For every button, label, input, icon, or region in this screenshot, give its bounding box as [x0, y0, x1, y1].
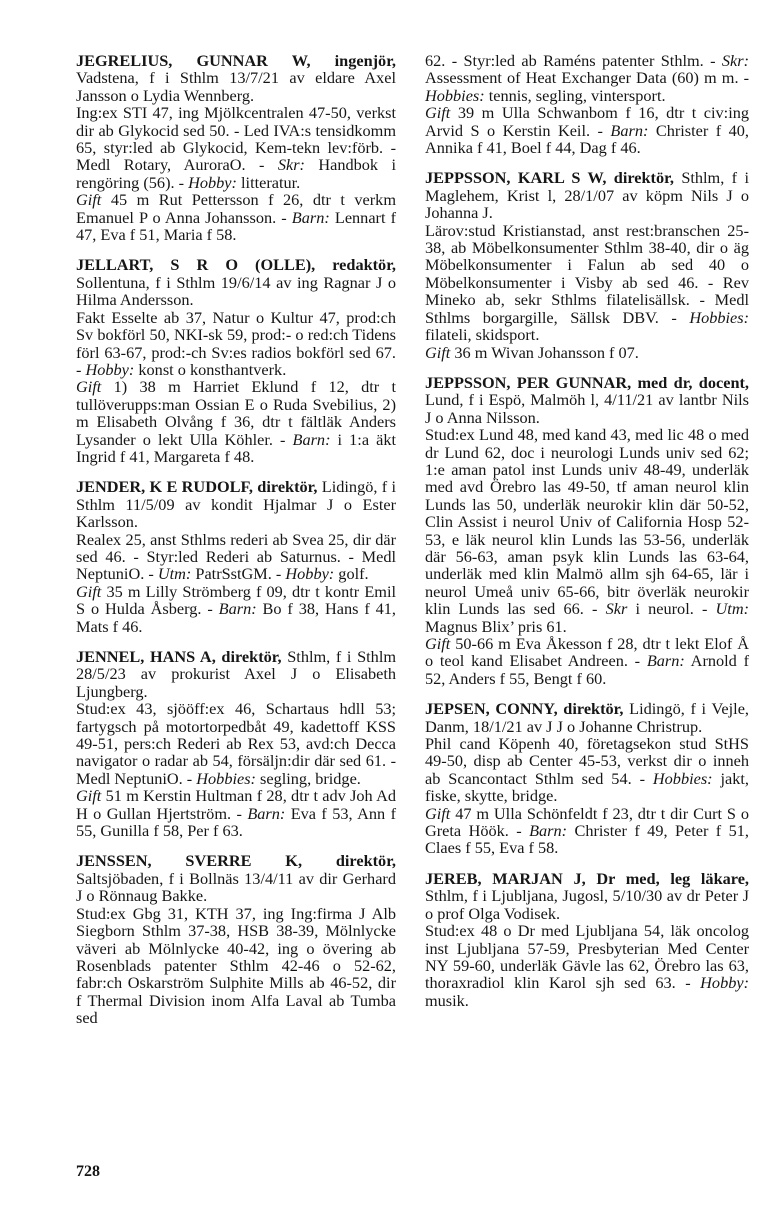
entry-text: PatrSstGM. -: [191, 564, 286, 584]
entry-text: 62. - Styr:led ab Raméns patenter Sthlm. -: [425, 51, 722, 70]
entry-text: Lennart f 47, Eva f 51, Maria f 58.: [76, 207, 397, 245]
entry-heading: JEPPSSON, PER GUNNAR, med dr, docent,: [425, 372, 749, 392]
entry-text: Realex 25, anst Sthlms rederi ab Svea 25, dir där sed 46. - Styr:led Rederi ab Saturnus. - Medl NeptuniO. -: [76, 529, 396, 584]
entry-paragraph: [425, 344, 749, 361]
field-label: Barn:: [292, 429, 331, 449]
entry-text: Stud:ex Gbg 31, KTH 37, ing Ing:firma J Alb Siegborn Sthlm 37-38, HSB 38-39, Mölnlycke väveri ab Mölnlycke 40-42, ing o övering ab Rosenblads patenter Sthlm 42-46 o 52-62, fabr:ch Oskarström Sulphite Mills ab 46-52, dir f Thermal Division inom Alfa Laval ab Tumba sed: [76, 903, 396, 1028]
entry-paragraph: [76, 52, 396, 104]
entry-text: filateli, skidsport.: [425, 325, 540, 345]
entry-text: Lund, f i Espö, Malmöh l, 4/11/21 av lantbr Nils J o Anna Nilsson.: [425, 390, 749, 427]
entry-text: Stud:ex 43, sjööff:ex 46, Schartaus hdll 53; fartygsch på motortorpedbåt 49, kadettoff KSS 49-51, pers:ch Rederi ab Rex 53, avd:ch Decca navigator o radar ab 54, försäljn:dir där sed 61. - Medl NeptuniO. -: [76, 699, 396, 788]
entry-paragraph: [76, 309, 396, 379]
entry-paragraph: [76, 478, 396, 530]
entry-text: Magnus Blix’ pris 61.: [425, 616, 567, 636]
entry-paragraph: [425, 700, 749, 735]
entry-text: Sollentuna, f i Sthlm 19/6/14 av ing Ragnar J o Hilma Andersson.: [76, 272, 396, 310]
entry-heading: JEREB, MARJAN J, Dr med, leg läkare,: [425, 868, 749, 888]
entry-heading: JEGRELIUS, GUNNAR W, ingenjör,: [76, 51, 396, 70]
biography-entry: [76, 648, 396, 839]
right-column: [425, 52, 749, 1022]
entry-paragraph: [425, 104, 749, 156]
left-column: [76, 52, 396, 1040]
field-label: Hobbies:: [689, 307, 749, 327]
biography-entry: [425, 700, 749, 857]
entry-text: golf.: [334, 564, 369, 584]
entry-paragraph: [76, 104, 396, 191]
entry-heading: JEPPSSON, KARL S W, direktör,: [425, 168, 674, 188]
entry-paragraph: [425, 635, 749, 687]
field-label: Barn:: [218, 599, 257, 619]
entry-paragraph: [76, 256, 396, 308]
biography-entry: [76, 256, 396, 465]
entry-text: 36 m Wivan Johansson f 07.: [450, 342, 639, 362]
field-label: Skr: [605, 599, 628, 619]
field-label: Hobby:: [188, 172, 237, 192]
field-label: Hobbies:: [196, 768, 256, 788]
entry-paragraph: [76, 700, 396, 787]
biography-entry: [425, 870, 749, 1009]
biography-entry: [425, 374, 749, 687]
entry-paragraph: [425, 222, 749, 344]
entry-text: Assessment of Heat Exchanger Data (60) m m. -: [425, 68, 749, 88]
entry-text: tennis, segling, vintersport.: [484, 85, 666, 105]
entry-heading: JELLART, S R O (OLLE), redaktör,: [76, 255, 396, 275]
entry-text: Phil cand Köpenh 40, företagsekon stud StHS 49-50, disp ab Center 45-53, verkst dir o inneh ab Scancontact Sthlm sed 54. -: [425, 734, 749, 788]
field-label: Gift: [76, 786, 102, 806]
entry-paragraph: [425, 805, 749, 857]
biography-entry: [76, 478, 396, 635]
entry-text: 1) 38 m Harriet Eklund f 12, dtr t tullöverupps:man Ossian E o Ruda Svebilius, 2) m Elisabeth Olvång f 36, dtr t fältläk Anders Lysander o lekt Ulla Köhler. -: [76, 377, 396, 449]
entry-text: Eva f 53, Ann f 55, Gunilla f 58, Per f 63.: [76, 803, 397, 841]
entry-text: i neurol. -: [627, 599, 716, 619]
entry-text: konst o konsthantverk.: [134, 359, 287, 379]
entry-paragraph: [425, 735, 749, 805]
field-label: Hobby:: [700, 973, 749, 993]
entry-paragraph: [76, 378, 396, 465]
entry-text: Stud:ex Lund 48, med kand 43, med lic 48 o med dr Lund 62, doc i neurologi Lunds univ sed 62; 1:e aman patol inst Lunds univ 48-49, underläk med avd Örebro las 49-50, tf aman neurol klin Lunds las 50, underläk neurokir klin där 50-52, Clin Assist i neurol Univ of California Hosp 52-53, e läk neurol klin Lunds las 53-56, underläk där 56-63, aman psyk klin Lunds las 63-64, underläk med klin Malmö allm sjh 64-65, lär i neurol Umeå univ 65-66, bitr överläk neurokir klin Lunds las sed 66. -: [425, 425, 749, 619]
entry-text: i 1:a äkt Ingrid f 41, Margareta f 48.: [76, 429, 396, 466]
field-label: Gift: [76, 581, 102, 601]
entry-text: 47 m Ulla Schönfeldt f 23, dtr t dir Curt S o Greta Höök. -: [425, 803, 749, 841]
entry-heading: JENNEL, HANS A, direktör,: [76, 647, 282, 666]
entry-text: 35 m Lilly Strömberg f 09, dtr t kontr Emil S o Hulda Åsberg. -: [76, 581, 396, 619]
field-label: Barn:: [291, 207, 330, 227]
field-label: Barn:: [247, 803, 286, 823]
field-label: Gift: [425, 803, 451, 823]
entry-text: 51 m Kerstin Hultman f 28, dtr t adv Joh Ad H o Gullan Hjertström. -: [76, 786, 396, 823]
page-number: 728: [76, 1163, 100, 1180]
entry-text: Stud:ex 48 o Dr med Ljubljana 54, läk oncolog inst Ljubljana 57-59, Presbyterian Med Center NY 59-60, underläk Gävle las 62, Örebro las 63, thoraxradiol klin Karol sjh sed 63. -: [425, 921, 749, 993]
field-label: Utm:: [715, 599, 750, 619]
entry-text: Bo f 38, Hans f 41, Mats f 46.: [76, 599, 396, 636]
entry-text: jakt, fiske, skytte, bridge.: [425, 768, 749, 806]
entry-text: Christer f 49, Peter f 51, Claes f 55, Eva f 58.: [425, 821, 749, 858]
entry-paragraph: [425, 169, 749, 221]
field-label: Gift: [76, 377, 102, 397]
entry-text: Lidingö, f i Sthlm 11/5/09 av kondit Hjalmar J o Ester Karlsson.: [76, 477, 396, 532]
entry-text: Lärov:stud Kristianstad, anst rest:branschen 25-38, ab Möbelkonsumenter Sthlm 38-40, dir o äg Möbelkonsumenter i Falun ab sed 40 o Möbelkonsumenter i Visby ab sed 46. - Rev Mineko ab, sekr Sthlms filatelisällsk. - Medl Sthlms borgargille, Sällsk DBV. -: [425, 220, 749, 327]
biography-entry: [425, 52, 749, 156]
entry-text: Saltsjöbaden, f i Bollnäs 13/4/11 av dir Gerhard J o Rönnaug Bakke.: [76, 868, 396, 906]
biography-entry: [425, 169, 749, 360]
entry-text: litteratur.: [236, 172, 301, 192]
entry-text: 50-66 m Eva Åkesson f 28, dtr t lekt Elof Å o teol kand Elisabet Andreen. -: [425, 634, 749, 671]
entry-text: Christer f 40, Annika f 41, Boel f 44, Dag f 46.: [425, 120, 749, 158]
field-label: Hobby:: [285, 564, 335, 584]
entry-paragraph: [425, 922, 749, 1009]
entry-paragraph: [76, 648, 396, 700]
field-label: Gift: [76, 190, 102, 210]
entry-text: musik.: [425, 990, 469, 1010]
entry-text: 39 m Ulla Schwanbom f 16, dtr t civ:ing Arvid S o Kerstin Keil. -: [425, 103, 749, 140]
entry-text: Sthlm, f i Sthlm 28/5/23 av prokurist Axel J o Elisabeth Ljungberg.: [76, 647, 397, 701]
entry-text: segling, bridge.: [255, 768, 361, 788]
field-label: Gift: [425, 342, 451, 362]
biography-entry: [76, 852, 396, 1026]
entry-text: 45 m Rut Pettersson f 26, dtr t verkm Emanuel P o Anna Johansson. -: [76, 190, 396, 227]
entry-paragraph: [425, 52, 749, 104]
biography-entry: [76, 52, 396, 243]
field-label: Hobby:: [85, 359, 135, 379]
field-label: Utm:: [157, 564, 192, 584]
entry-text: Arnold f 52, Anders f 55, Bengt f 60.: [425, 651, 749, 688]
field-label: Hobbies:: [652, 768, 713, 788]
entry-paragraph: [425, 870, 749, 922]
field-label: Hobbies:: [425, 85, 485, 105]
entry-paragraph: [425, 374, 749, 426]
field-label: Gift: [425, 103, 451, 123]
entry-text: Lidingö, f i Vejle, Danm, 18/1/21 av J J o Johanne Christrup.: [425, 699, 749, 736]
entry-paragraph: [76, 191, 396, 243]
field-label: Barn:: [646, 651, 685, 671]
entry-heading: JENDER, K E RUDOLF, direktör,: [76, 477, 318, 497]
field-label: Gift: [425, 634, 451, 653]
field-label: Skr:: [721, 51, 749, 70]
entry-text: Vadstena, f i Sthlm 13/7/21 av eldare Axel Jansson o Lydia Wennberg.: [76, 68, 396, 105]
entry-heading: JENSSEN, SVERRE K, direktör,: [76, 851, 396, 871]
entry-text: Sthlm, f i Maglehem, Krist l, 28/1/07 av köpm Nils J o Johanna J.: [425, 168, 749, 223]
entry-paragraph: [76, 852, 396, 904]
entry-paragraph: [76, 531, 396, 583]
entry-text: Fakt Esselte ab 37, Natur o Kultur 47, prod:ch Sv bokförl 50, NKI-sk 59, prod:- o red:ch Tidens förl 63-67, prod:-ch Sv:es radios bokförl sed 67. -: [76, 307, 396, 379]
entry-text: Handbok i rengöring (56). -: [76, 155, 396, 192]
entry-text: Sthlm, f i Ljubljana, Jugosl, 5/10/30 av dr Peter J o prof Olga Vodisek.: [425, 886, 749, 923]
entry-paragraph: [76, 787, 396, 839]
field-label: Barn:: [610, 120, 649, 140]
entry-text: Ing:ex STI 47, ing Mjölkcentralen 47-50, verkst dir ab Glykocid sed 50. - Led IVA:s tensidkomm 65, styr:led ab Glykocid, Kem-tekn lev:förb. - Medl Rotary, AuroraO. -: [76, 103, 396, 175]
entry-paragraph: [425, 426, 749, 635]
entry-paragraph: [76, 905, 396, 1027]
entry-paragraph: [76, 583, 396, 635]
field-label: Barn:: [529, 821, 568, 841]
entry-heading: JEPSEN, CONNY, direktör,: [425, 699, 624, 719]
field-label: Skr:: [277, 155, 305, 175]
